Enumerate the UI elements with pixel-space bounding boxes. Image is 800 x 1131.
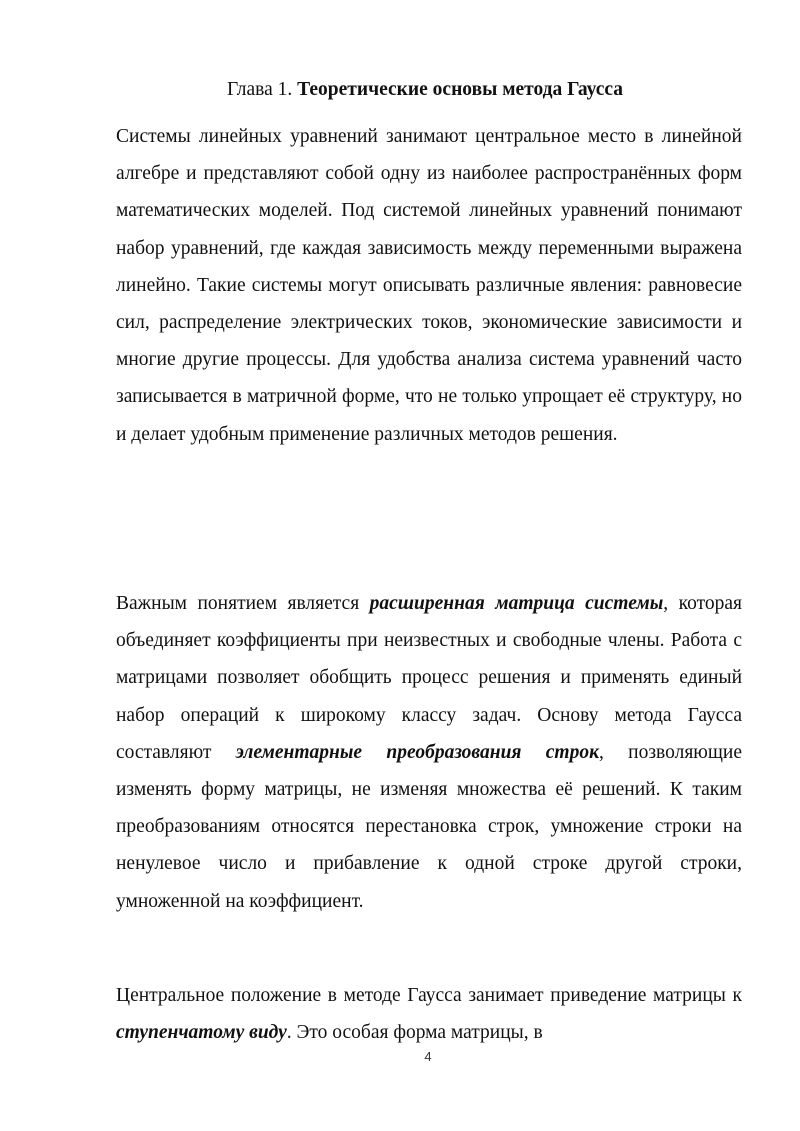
term-augmented-matrix: расширенная матрица системы	[369, 593, 664, 614]
paragraph-3-start: Центральное положение в методе Гаусса занимает приведение матрицы к	[116, 985, 742, 1006]
page-number: 4	[424, 1049, 432, 1064]
paragraph-3-end: . Это особая форма матрицы, в	[286, 1022, 543, 1044]
paragraph-2-start: Важным понятием является	[116, 593, 370, 614]
term-echelon-form: ступенчатому виду	[116, 1022, 287, 1044]
chapter-title: Теоретические основы метода Гаусса	[297, 79, 624, 100]
paragraph-2-end: , позволяющие изменять форму матрицы, не изменяя множества её решений. К таким преобразованиям относятся перестановка строк, умножение строки на ненулевое число и прибавление к одной строке другой строки, умноженной на коэффициент.	[116, 741, 742, 912]
chapter-prefix: Глава 1.	[226, 79, 298, 100]
chapter-heading	[0, 77, 800, 103]
paragraph-2-middle: , которая объединяет коэффициенты при неизвестных и свободные члены. Работа с матрицами позволяет обобщить процесс решения и применять единый набор операций к широкому классу задач. Основу метода Гаусса составляют	[116, 593, 742, 763]
paragraph-2	[116, 585, 742, 920]
paragraph-1: Системы линейных уравнений занимают центральное место в линейной алгебре и представляют собой одну из наиболее распространённых форм математических моделей. Под системой линейных уравнений понимают набор уравнений, где каждая зависимость между переменными выражена линейно. Такие системы могут описывать различные явления: равновесие сил, распределение электрических токов, экономические зависимости и многие другие процессы. Для удобства анализа система уравнений часто записывается в матричной форме, что не только упрощает её структуру, но и делает удобным применение различных методов решения.	[116, 126, 742, 445]
paragraph-3	[116, 977, 742, 1051]
term-row-operations: элементарные преобразования строк	[235, 741, 599, 763]
